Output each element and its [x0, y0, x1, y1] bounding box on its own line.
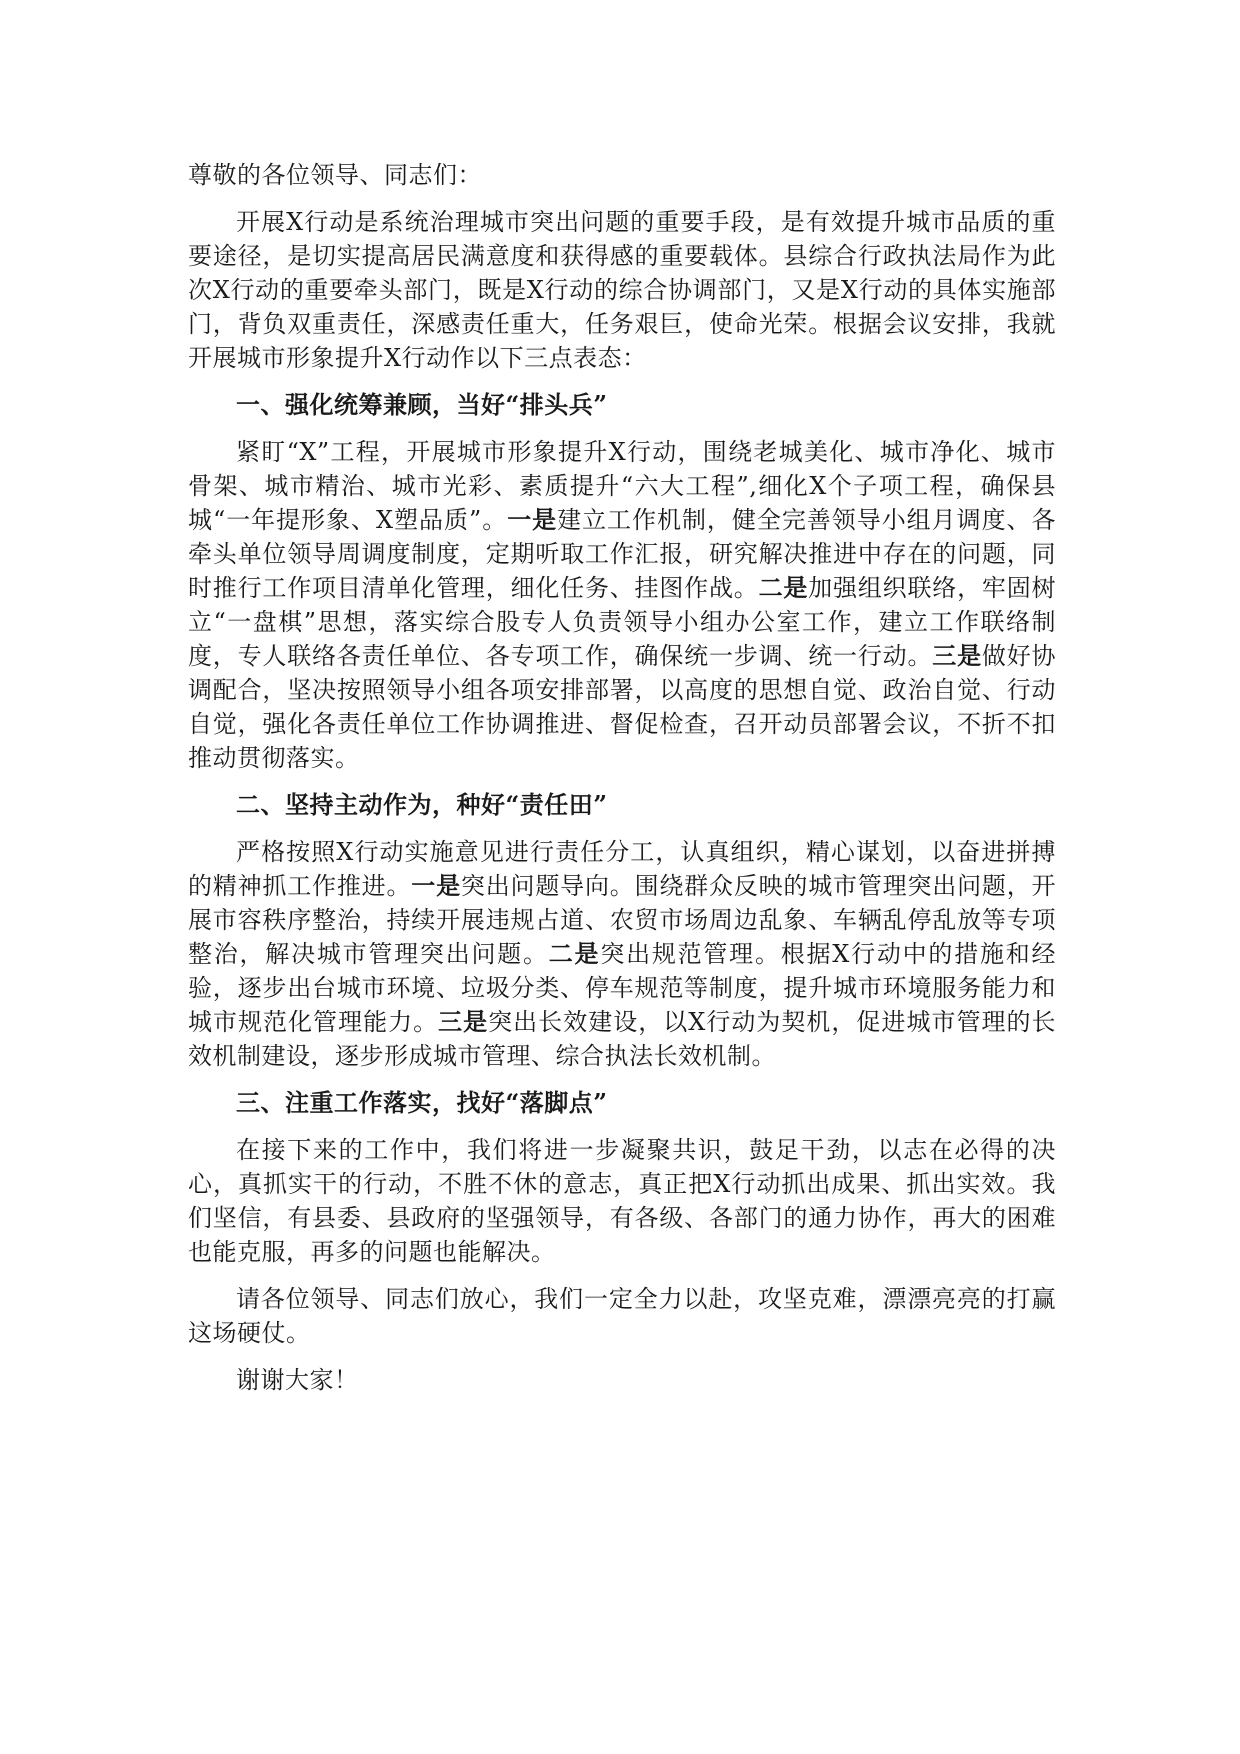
- section-1-paragraph: [188, 435, 1056, 775]
- section-2-point-1: 突出问题导向。围绕群众反映的城市管理突出问题，开展市容秩序整治，持续开展违规占道、农贸市场周边乱象、车辆乱停乱放等专项整治，解决城市管理突出问题。: [188, 872, 1057, 968]
- section-1-point-2: 加强组织联络，牢固树立“一盘棋”思想，落实综合股专人负责领导小组办公室工作，建立工作联络制度，专人联络各责任单位、各专项工作，确保统一步调、统一行动。: [188, 574, 1057, 670]
- section-1-point-1: 建立工作机制，健全完善领导小组月调度、各牵头单位领导周调度制度，定期听取工作汇报，研究解决推进中存在的问题，同时推行工作项目清单化管理，细化任务、挂图作战。: [188, 506, 1057, 602]
- section-2-point-2: 突出规范管理。根据X行动中的措施和经验，逐步出台城市环境、垃圾分类、停车规范等制度，提升城市环境服务能力和城市规范化管理能力。: [188, 940, 1057, 1036]
- section-2-keyword-3: 三是: [438, 1007, 489, 1036]
- section-2-paragraph: [188, 835, 1056, 1073]
- section-2-keyword-2: 二是: [548, 939, 601, 968]
- section-1-keyword-3: 三是: [932, 641, 982, 670]
- section-2-heading: 二、坚持主动作为，种好“责任田”: [236, 790, 608, 819]
- document-body: [188, 158, 1056, 1410]
- section-3-paragraph: 在接下来的工作中，我们将进一步凝聚共识，鼓足干劲，以志在必得的决心，真抓实干的行动，不胜不休的意志，真正把X行动抓出成果、抓出实效。我们坚信，有县委、县政府的坚强领导，有各级、各部门的通力协作，再大的困难也能克服，再多的问题也能解决。: [188, 1136, 1056, 1266]
- section-2-point-3: 突出长效建设，以X行动为契机，促进城市管理的长效机制建设，逐步形成城市管理、综合执法长效机制。: [188, 1008, 1057, 1070]
- closing-paragraph: 请各位领导、同志们放心，我们一定全力以赴，攻坚克难，漂漂亮亮的打赢这场硬仗。: [188, 1285, 1056, 1347]
- section-1-lead: 紧盯“X”工程，开展城市形象提升X行动，围绕老城美化、城市净化、城市骨架、城市精治、城市光彩、素质提升“六大工程”,细化X个子项工程，确保县城“一年提形象、X塑品质”。: [188, 438, 1056, 534]
- thanks-line: 谢谢大家！: [236, 1366, 359, 1394]
- section-1-keyword-2: 二是: [758, 573, 809, 602]
- salutation: 尊敬的各位领导、同志们：: [188, 161, 482, 189]
- section-3-heading: 三、注重工作落实，找好“落脚点”: [236, 1088, 608, 1117]
- section-1-heading: 一、强化统筹兼顾，当好“排头兵”: [236, 390, 608, 419]
- section-2-keyword-1: 一是: [411, 871, 461, 900]
- intro-paragraph: 开展X行动是系统治理城市突出问题的重要手段，是有效提升城市品质的重要途径，是切实提高居民满意度和获得感的重要载体。县综合行政执法局作为此次X行动的重要牵头部门，既是X行动的综合协调部门，又是X行动的具体实施部门，背负双重责任，深感责任重大，任务艰巨，使命光荣。根据会议安排，我就开展城市形象提升X行动作以下三点表态：: [188, 208, 1056, 372]
- section-2-lead: 严格按照X行动实施意见进行责任分工，认真组织，精心谋划，以奋进拼搏的精神抓工作推进。: [188, 838, 1056, 900]
- section-1-keyword-1: 一是: [507, 505, 558, 534]
- section-1-point-3: 做好协调配合，坚决按照领导小组各项安排部署，以高度的思想自觉、政治自觉、行动自觉，强化各责任单位工作协调推进、督促检查，召开动员部署会议，不折不扣推动贯彻落实。: [188, 642, 1057, 772]
